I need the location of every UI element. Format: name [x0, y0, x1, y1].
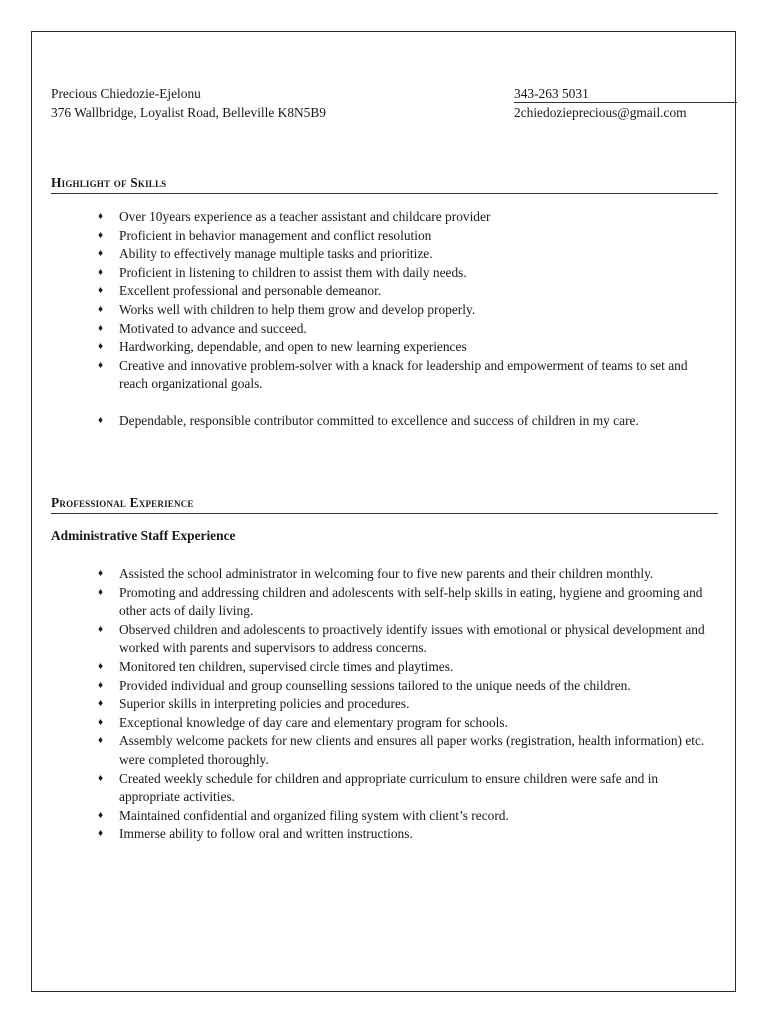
- skill-text: Hardworking, dependable, and open to new learning experiences: [119, 339, 467, 355]
- diamond-bullet-icon: ♦: [98, 679, 104, 691]
- diamond-bullet-icon: ♦: [98, 211, 104, 222]
- address: 376 Wallbridge, Loyalist Road, Belleville K8N5B9: [51, 105, 327, 120]
- list-item: [98, 301, 718, 320]
- skill-text: Proficient in listening to children to assist them with daily needs.: [119, 264, 467, 280]
- contact-block: [51, 84, 717, 122]
- duty-text: Immerse ability to follow oral and written instructions.: [119, 826, 413, 842]
- diamond-bullet-icon: ♦: [98, 285, 104, 297]
- skill-text: Works well with children to help them grow and develop properly.: [119, 301, 476, 317]
- duty-text: Superior skills in interpreting policies and procedures.: [119, 696, 410, 712]
- skill-text: Motivated to advance and succeed.: [119, 320, 307, 336]
- duty-text: Assisted the school administrator in welcoming four to five new parents and their children monthly.: [119, 566, 654, 581]
- list-item: [98, 770, 718, 807]
- contact-row-2: [51, 103, 717, 122]
- skill-text: Over 10years experience as a teacher assistant and childcare provider: [119, 209, 491, 224]
- diamond-bullet-icon: ♦: [98, 266, 104, 278]
- skill-text: Dependable, responsible contributor committed to excellence and success of children in my care.: [119, 412, 639, 428]
- diamond-bullet-icon: ♦: [98, 716, 104, 728]
- job-title: Administrative Staff Experience: [51, 528, 236, 543]
- skill-text: Creative and innovative problem-solver with a knack for leadership and empowerment of teams to set and reach organizational goals.: [119, 357, 688, 392]
- contact-row-1: [51, 84, 717, 103]
- diamond-bullet-icon: ♦: [98, 772, 104, 784]
- diamond-bullet-icon: ♦: [98, 828, 104, 840]
- list-item: [98, 825, 718, 844]
- skills-heading-text: Highlight of Skills: [51, 175, 167, 190]
- list-item: [98, 714, 718, 733]
- duty-text: Observed children and adolescents to proactively identify issues with emotional or physical development and worked with parents and supervisors to address concerns.: [119, 621, 705, 656]
- phone-number: 343-263 5031: [514, 86, 589, 101]
- diamond-bullet-icon: ♦: [98, 414, 104, 426]
- list-item: [98, 695, 718, 714]
- list-item: [98, 320, 718, 339]
- duty-text: Exceptional knowledge of day care and elementary program for schools.: [119, 714, 508, 730]
- skills-list: [98, 208, 718, 431]
- list-item: [98, 807, 718, 826]
- list-item: [98, 621, 718, 658]
- diamond-bullet-icon: ♦: [98, 586, 104, 598]
- list-item: [98, 357, 718, 394]
- duty-text: Maintained confidential and organized filing system with client’s record.: [119, 807, 509, 823]
- experience-heading: [51, 495, 718, 514]
- diamond-bullet-icon: ♦: [98, 359, 104, 371]
- email-address: 2chiedozieprecious@gmail.com: [514, 105, 687, 120]
- list-item: [98, 245, 718, 264]
- list-item: [98, 338, 718, 357]
- diamond-bullet-icon: ♦: [98, 623, 104, 635]
- diamond-bullet-icon: ♦: [98, 809, 104, 821]
- applicant-name: Precious Chiedozie-Ejelonu: [51, 86, 201, 101]
- diamond-bullet-icon: ♦: [98, 303, 104, 315]
- diamond-bullet-icon: ♦: [98, 322, 104, 334]
- skill-text: Excellent professional and personable demeanor.: [119, 283, 382, 299]
- list-item: [98, 677, 718, 696]
- diamond-bullet-icon: ♦: [98, 735, 104, 747]
- list-item: [98, 412, 718, 431]
- list-item: [98, 658, 718, 677]
- list-item: [98, 732, 718, 769]
- duty-text: Provided individual and group counselling sessions tailored to the unique needs of the children.: [119, 677, 631, 693]
- skill-text: Proficient in behavior management and conflict resolution: [119, 227, 432, 243]
- list-item: [98, 227, 718, 246]
- list-item: [98, 208, 718, 227]
- list-item: [98, 264, 718, 283]
- experience-list: [98, 565, 718, 844]
- diamond-bullet-icon: ♦: [98, 660, 104, 672]
- diamond-bullet-icon: ♦: [98, 341, 104, 353]
- experience-heading-text: Professional Experience: [51, 495, 194, 510]
- duty-text: Assembly welcome packets for new clients and ensures all paper works (registration, health information) etc. were completed thoroughly.: [119, 733, 705, 767]
- list-item: [98, 584, 718, 621]
- resume-page: [31, 31, 736, 992]
- contact-divider: [514, 102, 737, 103]
- list-item: [98, 282, 718, 301]
- skills-heading: [51, 175, 718, 194]
- duty-text: Promoting and addressing children and adolescents with self-help skills in eating, hygiene and grooming and other acts of daily living.: [119, 584, 703, 619]
- diamond-bullet-icon: ♦: [98, 229, 104, 241]
- skill-text: Ability to effectively manage multiple tasks and prioritize.: [119, 246, 433, 262]
- list-item: [98, 565, 718, 584]
- duty-text: Monitored ten children, supervised circle times and playtimes.: [119, 658, 454, 674]
- diamond-bullet-icon: ♦: [98, 568, 104, 579]
- diamond-bullet-icon: ♦: [98, 698, 104, 710]
- diamond-bullet-icon: ♦: [98, 248, 104, 260]
- duty-text: Created weekly schedule for children and appropriate curriculum to ensure children were safe and in appropriate activities.: [119, 770, 659, 805]
